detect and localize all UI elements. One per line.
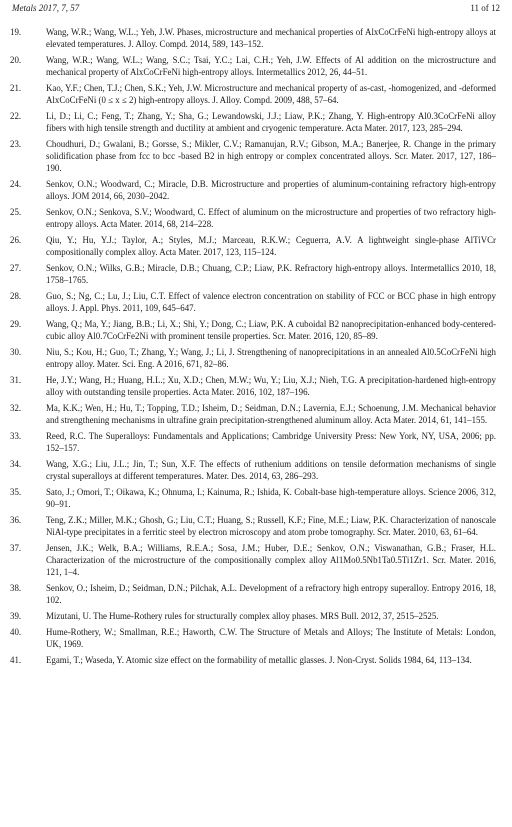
reference-item	[10, 654, 496, 666]
reference-text: Sato, J.; Omori, T.; Oikawa, K.; Ohnuma, I.; Kainuma, R.; Ishida, K. Cobalt-base high-temperature alloys. Science 2006, 312, 90–91.	[46, 487, 496, 509]
reference-text: Hume-Rothery, W.; Smallman, R.E.; Haworth, C.W. The Structure of Metals and Alloys; The Institute of Metals: London, UK, 1969.	[46, 627, 496, 649]
reference-number: 28.	[10, 291, 22, 301]
reference-number: 22.	[10, 111, 22, 121]
reference-text: Wang, W.R.; Wang, W.L.; Yeh, J.W. Phases, microstructure and mechanical properties of AlxCoCrFeNi high-entropy alloys at elevated temperatures. J. Alloy. Compd. 2014, 589, 143–152.	[46, 27, 496, 49]
reference-item	[10, 542, 496, 578]
reference-item	[10, 178, 496, 202]
reference-text: Guo, S.; Ng, C.; Lu, J.; Liu, C.T. Effect of valence electron concentration on stability of FCC or BCC phase in high entropy alloys. J. Appl. Phys. 2011, 109, 645–647.	[46, 291, 496, 313]
reference-number: 36.	[10, 515, 22, 525]
journal-citation: Metals 2017, 7, 57	[12, 3, 80, 13]
reference-item	[10, 346, 496, 370]
reference-number: 41.	[10, 655, 22, 665]
reference-text: Jensen, J.K.; Welk, B.A.; Williams, R.E.A.; Sosa, J.M.; Huber, D.E.; Senkov, O.N.; Viswanathan, G.B.; Fraser, H.L. Characterization of the microstructure of the compositionally complex alloy Al1Mo0.5Nb1Ta0.5Ti1Zr1. Scr. Mater. 2016, 121, 1–4.	[46, 543, 496, 577]
reference-item	[10, 610, 496, 622]
reference-number: 23.	[10, 139, 22, 149]
reference-item	[10, 318, 496, 342]
reference-number: 35.	[10, 487, 22, 497]
reference-item	[10, 458, 496, 482]
reference-list	[10, 26, 496, 670]
reference-number: 27.	[10, 263, 22, 273]
reference-text: Egami, T.; Waseda, Y. Atomic size effect on the formability of metallic glasses. J. Non-Cryst. Solids 1984, 64, 113–134.	[46, 655, 472, 665]
reference-item	[10, 234, 496, 258]
reference-text: Li, D.; Li, C.; Feng, T.; Zhang, Y.; Sha, G.; Lewandowski, J.J.; Liaw, P.K.; Zhang, Y. High-entropy Al0.3CoCrFeNi alloy fibers with high tensile strength and ductility at ambient and cryogenic temperature. Acta Mater. 2017, 123, 285–294.	[46, 111, 496, 133]
reference-item	[10, 430, 496, 454]
reference-text: He, J.Y.; Wang, H.; Huang, H.L.; Xu, X.D.; Chen, M.W.; Wu, Y.; Liu, X.J.; Nieh, T.G. A precipitation-hardened high-entropy alloy with outstanding tensile properties. Acta Mater. 2016, 102, 187–196.	[46, 375, 496, 397]
reference-text: Senkov, O.N.; Senkova, S.V.; Woodward, C. Effect of aluminum on the microstructure and properties of two refractory high-entropy alloys. Acta Mater. 2014, 68, 214–228.	[46, 207, 496, 229]
reference-text: Niu, S.; Kou, H.; Guo, T.; Zhang, Y.; Wang, J.; Li, J. Strengthening of nanoprecipitations in an annealed Al0.5CoCrFeNi high entropy alloy. Mater. Sci. Eng. A 2016, 671, 82–86.	[46, 347, 496, 369]
reference-number: 30.	[10, 347, 22, 357]
reference-text: Choudhuri, D.; Gwalani, B.; Gorsse, S.; Mikler, C.V.; Ramanujan, R.V.; Gibson, M.A.; Banerjee, R. Change in the primary solidification phase from fcc to bcc -based B2 in high entropy or complex concentrated alloys. Scr. Mater. 2017, 127, 186–190.	[46, 139, 496, 173]
reference-item	[10, 374, 496, 398]
reference-item	[10, 514, 496, 538]
reference-item	[10, 626, 496, 650]
reference-number: 25.	[10, 207, 22, 217]
reference-item	[10, 290, 496, 314]
reference-number: 24.	[10, 179, 22, 189]
reference-number: 31.	[10, 375, 22, 385]
reference-number: 21.	[10, 83, 22, 93]
reference-text: Senkov, O.N.; Woodward, C.; Miracle, D.B. Microstructure and properties of aluminum-containing refractory high-entropy alloys. JOM 2014, 66, 2030–2042.	[46, 179, 496, 201]
reference-item	[10, 138, 496, 174]
reference-text: Wang, Q.; Ma, Y.; Jiang, B.B.; Li, X.; Shi, Y.; Dong, C.; Liaw, P.K. A cuboidal B2 nanoprecipitation-enhanced body-centered-cubic alloy Al0.7CoCrFe2Ni with prominent tensile properties. Scr. Mater. 2016, 120, 85–89.	[46, 319, 496, 341]
reference-text: Reed, R.C. The Superalloys: Fundamentals and Applications; Cambridge University Press: New York, NY, USA, 2006; pp. 152–157.	[46, 431, 496, 453]
reference-number: 29.	[10, 319, 22, 329]
reference-text: Senkov, O.N.; Wilks, G.B.; Miracle, D.B.; Chuang, C.P.; Liaw, P.K. Refractory high-entropy alloys. Intermetallics 2010, 18, 1758–1765.	[46, 263, 496, 285]
reference-item	[10, 26, 496, 50]
reference-number: 38.	[10, 583, 22, 593]
reference-number: 39.	[10, 611, 22, 621]
reference-text: Kao, Y.F.; Chen, T.J.; Chen, S.K.; Yeh, J.W. Microstructure and mechanical property of as-cast, -homogenized, and -deformed AlxCoCrFeNi (0 ≤ x ≤ 2) high-entropy alloys. J. Alloy. Compd. 2009, 488, 57–64.	[46, 83, 496, 105]
reference-text: Qiu, Y.; Hu, Y.J.; Taylor, A.; Styles, M.J.; Marceau, R.K.W.; Ceguerra, A.V. A lightweight single-phase AlTiVCr compositionally complex alloy. Acta Mater. 2017, 123, 115–124.	[46, 235, 496, 257]
reference-item	[10, 82, 496, 106]
reference-item	[10, 582, 496, 606]
reference-number: 32.	[10, 403, 22, 413]
reference-text: Mizutani, U. The Hume-Rothery rules for structurally complex alloy phases. MRS Bull. 2012, 37, 2515–2525.	[46, 611, 439, 621]
reference-item	[10, 206, 496, 230]
reference-item	[10, 262, 496, 286]
reference-number: 19.	[10, 27, 22, 37]
reference-item	[10, 486, 496, 510]
reference-number: 33.	[10, 431, 22, 441]
reference-item	[10, 54, 496, 78]
reference-number: 20.	[10, 55, 22, 65]
reference-text: Ma, K.K.; Wen, H.; Hu, T.; Topping, T.D.; Isheim, D.; Seidman, D.N.; Lavernia, E.J.; Schoenung, J.M. Mechanical behavior and strengthening mechanisms in ultrafine grain precipitation-strengthened aluminum alloy. Acta Mater. 2014, 61, 141–155.	[46, 403, 496, 425]
reference-number: 37.	[10, 543, 22, 553]
reference-text: Wang, W.R.; Wang, W.L.; Wang, S.C.; Tsai, Y.C.; Lai, C.H.; Yeh, J.W. Effects of Al addition on the microstructure and mechanical property of AlxCoCrFeNi high-entropy alloys. Intermetallics 2012, 26, 44–51.	[46, 55, 496, 77]
reference-item	[10, 110, 496, 134]
page-header	[12, 3, 500, 17]
reference-text: Senkov, O.; Isheim, D.; Seidman, D.N.; Pilchak, A.L. Development of a refractory high entropy superalloy. Entropy 2016, 18, 102.	[46, 583, 496, 605]
reference-text: Teng, Z.K.; Miller, M.K.; Ghosh, G.; Liu, C.T.; Huang, S.; Russell, K.F.; Fine, M.E.; Liaw, P.K. Characterization of nanoscale NiAl-type precipitates in a ferritic steel by electron microscopy and atom probe tomography. Scr. Mater. 2010, 63, 61–64.	[46, 515, 496, 537]
reference-number: 40.	[10, 627, 22, 637]
reference-text: Wang, X.G.; Liu, J.L.; Jin, T.; Sun, X.F. The effects of ruthenium additions on tensile deformation mechanisms of single crystal superalloys at different temperatures. Mater. Des. 2014, 63, 286–293.	[46, 459, 496, 481]
reference-item	[10, 402, 496, 426]
page-number: 11 of 12	[470, 3, 500, 13]
reference-number: 26.	[10, 235, 22, 245]
reference-number: 34.	[10, 459, 22, 469]
